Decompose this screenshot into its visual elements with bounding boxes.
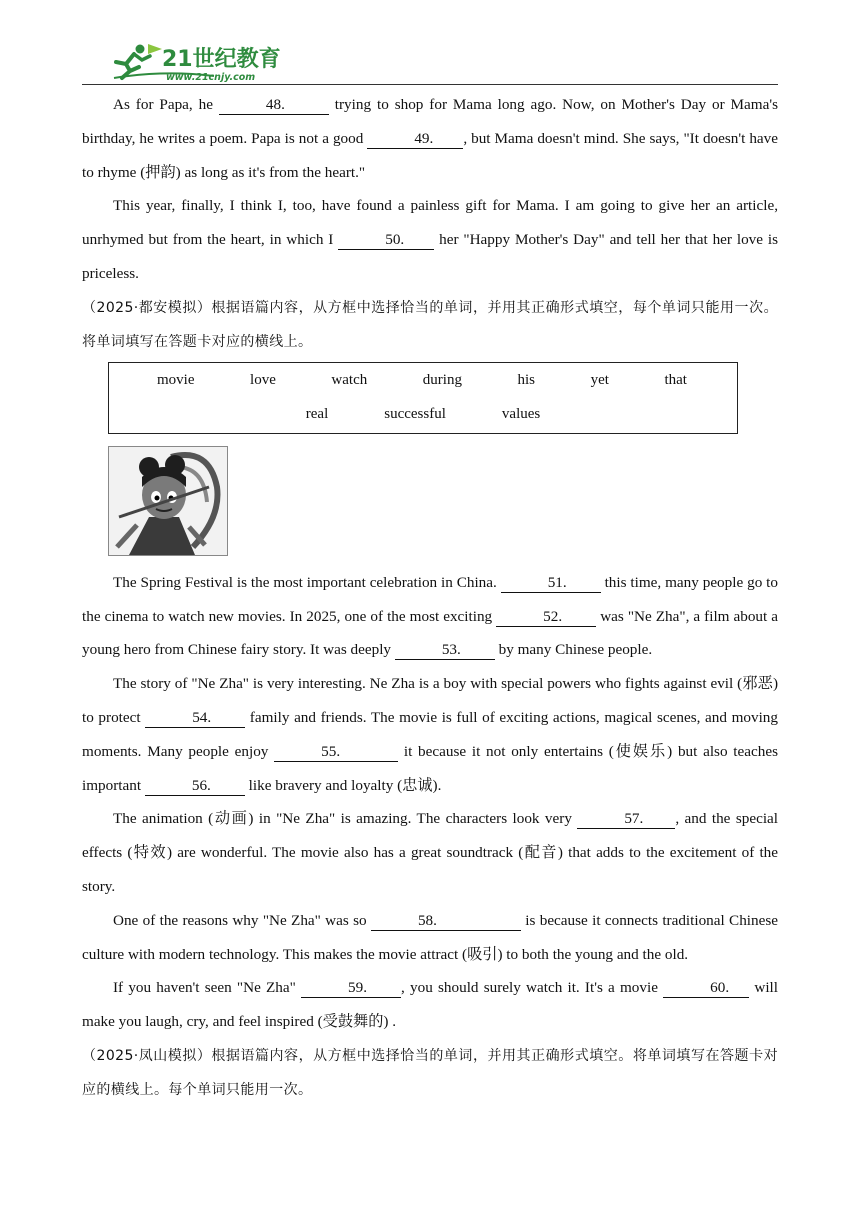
header-divider [82, 84, 778, 85]
answer-blank-56[interactable]: 56. [145, 777, 245, 796]
answer-blank-53[interactable]: 53. [395, 641, 495, 660]
word-bank-item: love [250, 371, 276, 388]
answer-blank-52[interactable]: 52. [496, 608, 596, 627]
word-bank-item: during [422, 371, 462, 388]
section-instruction: （2025·凤山模拟）根据语篇内容，从方框中选择恰当的单词，并用其正确形式填空。将单词填写在答题卡对应的横线上。每个单词只能用一次。 [82, 1047, 778, 1098]
word-bank-item: movie [157, 371, 195, 388]
ne-zha-image [108, 446, 228, 556]
answer-blank-58[interactable]: 58. [371, 912, 521, 931]
brand-logo [104, 40, 304, 82]
paragraph-story: The story of "Ne Zha" is very interesting. Ne Zha is a boy with special powers who fights against evil (邪恶) to protect 54. family and friends. The movie is full of exciting actions, magical scenes, and moving moments. Many people enjoy 55. it because it not only entertains (使娱乐) but also teaches important 56. like bravery and loyalty (忠诚). [82, 675, 778, 794]
ne-zha-character-icon [109, 447, 227, 555]
answer-blank-51[interactable]: 51. [501, 574, 601, 593]
paragraph-recommendation: If you haven't seen "Ne Zha" 59. , you should surely watch it. It's a movie 60. will make you laugh, cry, and feel inspired (受鼓舞的) . [82, 979, 778, 1031]
answer-blank-55[interactable]: 55. [274, 743, 398, 762]
answer-blank-48[interactable]: 48. [219, 96, 329, 115]
paragraph-reasons: One of the reasons why "Ne Zha" was so 58. is because it connects traditional Chinese culture with modern technology. This makes the movie attract (吸引) to both the young and the old. [82, 911, 778, 963]
page-header [82, 38, 778, 86]
word-bank-row [109, 406, 737, 423]
answer-blank-60[interactable]: 60. [663, 979, 749, 998]
paragraph-gift: This year, finally, I think I, too, have found a painless gift for Mama. I am going to give her an article, unrhymed but from the heart, in which I 50. her "Happy Mother's Day" and tell her that her love is priceless. [82, 197, 779, 282]
answer-blank-49[interactable]: 49. [367, 130, 463, 149]
answer-blank-59[interactable]: 59. [301, 979, 401, 998]
word-bank-item: successful [384, 405, 446, 422]
word-bank-item: real [305, 405, 329, 422]
answer-blank-57[interactable]: 57. [577, 810, 675, 829]
document-content [82, 88, 778, 1107]
word-bank-item: yet [590, 371, 609, 388]
svg-text:www.21cnjy.com: www.21cnjy.com [166, 72, 256, 82]
word-bank-box [108, 362, 738, 434]
answer-blank-54[interactable]: 54. [145, 709, 245, 728]
paragraph-papa: As for Papa, he 48. trying to shop for Mama long ago. Now, on Mother's Day or Mama's birthday, he writes a poem. Papa is not a good 49. , but Mama doesn't mind. She says, "It doesn't have to rhyme (押韵) as long as it's from the heart." [82, 96, 778, 181]
word-bank-item: his [517, 371, 536, 388]
word-bank-item: that [664, 371, 687, 388]
runner-logo-icon [104, 40, 304, 82]
word-bank-item: values [501, 405, 541, 422]
answer-blank-50[interactable]: 50. [338, 231, 434, 250]
paragraph-animation: The animation (动画) in "Ne Zha" is amazing. The characters look very 57. , and the special effects (特效) are wonderful. The movie also has a great soundtrack (配音) that adds to the excitement of the story. [82, 810, 778, 895]
svg-text:21世纪教育: 21世纪教育 [162, 47, 281, 72]
word-bank-item: watch [331, 371, 368, 388]
section-instruction: （2025·都安模拟）根据语篇内容，从方框中选择恰当的单词，并用其正确形式填空，每个单词只能用一次。将单词填写在答题卡对应的横线上。 [82, 299, 778, 350]
word-bank-row [109, 372, 737, 389]
paragraph-spring-festival: The Spring Festival is the most important celebration in China. 51. this time, many people go to the cinema to watch new movies. In 2025, one of the most exciting 52. was "Ne Zha", a film about a young hero from Chinese fairy story. It was deeply 53. by many Chinese people. [82, 573, 779, 659]
